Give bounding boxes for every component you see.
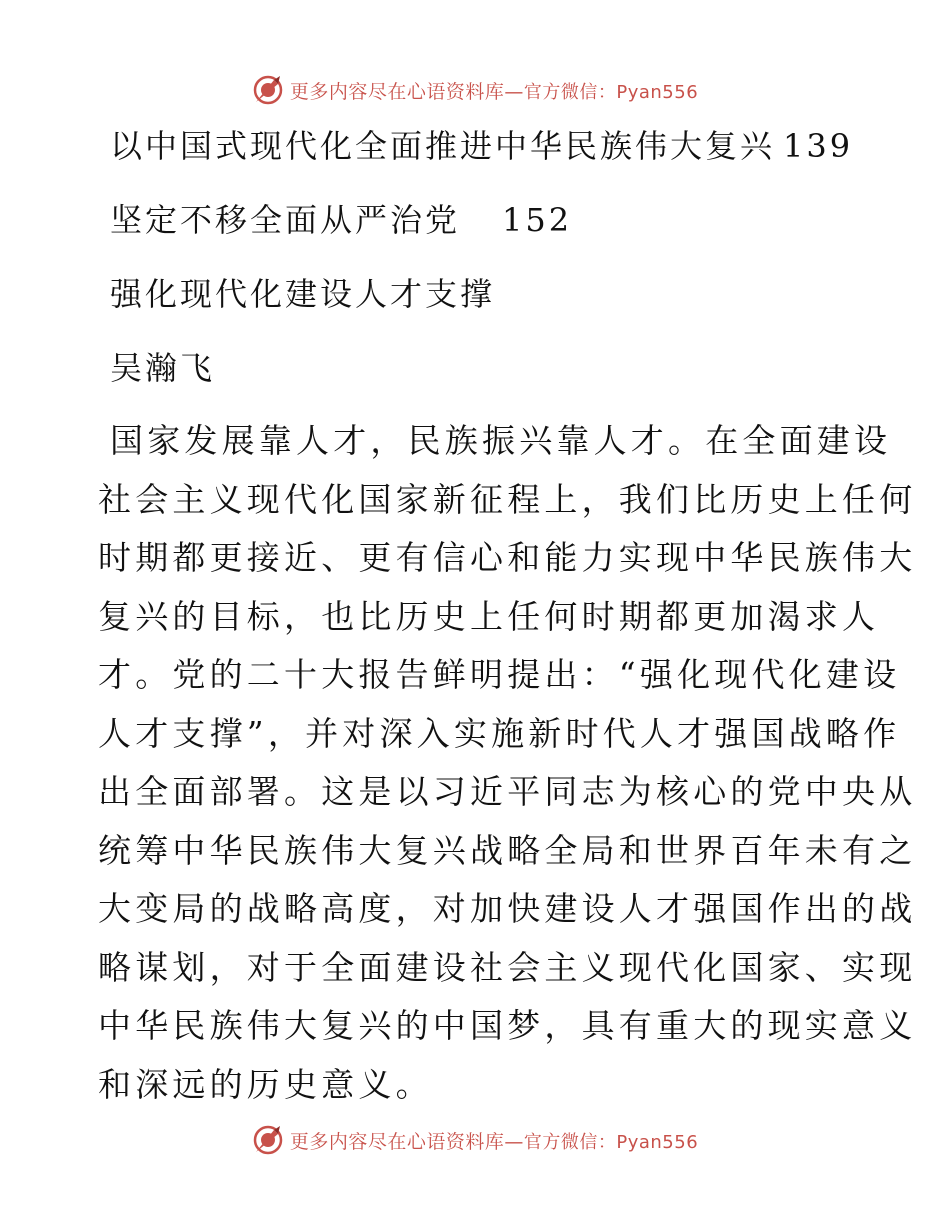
footer-banner [0,1120,950,1160]
header-banner [0,70,950,110]
body-line: 复兴的目标，也比历史上任何时期都更加渴求人 [98,596,880,636]
body-line: 中华民族伟大复兴的中国梦，具有重大的现实意义 [98,1006,917,1045]
toc-entry-1 [110,126,853,166]
banner-text [290,77,698,104]
body-line: 人才支撑”，并对深入实施新时代人才强国战略作 [98,713,901,753]
toc-page: 139 [783,127,854,165]
article-title: 强化现代化建设人才支撑 [110,275,496,313]
banner-separator: — [504,1130,524,1153]
body-line: 大变局的战略高度，对加快建设人才强国作出的战 [98,889,917,928]
body-line: 才。党的二十大报告鲜明提出：“强化现代化建设 [98,655,901,694]
body-line: 出全面部署。这是以习近平同志为核心的党中央从 [98,772,917,811]
banner-wechat: 官方微信：Pyan556 [523,81,699,103]
banner-slogan: 更多内容尽在心语资料库 [289,1130,505,1153]
toc-title: 坚定不移全面从严治党 [110,201,461,239]
banner-slogan: 更多内容尽在心语资料库 [289,80,505,103]
body-line: 社会主义现代化国家新征程上，我们比历史上任何 [98,479,917,519]
toc-page: 152 [502,201,573,239]
banner-separator: — [504,80,524,103]
toc-title: 以中国式现代化全面推进中华民族伟大复兴 [110,127,776,165]
body-line: 略谋划，对于全面建设社会主义现代化国家、实现 [98,947,917,987]
quill-logo-icon [252,74,284,106]
body-line: 和深远的历史意义。 [98,1064,433,1104]
article-author: 吴瀚飞 [110,349,216,387]
body-line: 国家发展靠人才，民族振兴靠人才。在全面建设 [110,421,892,460]
banner-wechat: 官方微信：Pyan556 [523,1131,699,1153]
banner-text [290,1127,698,1154]
article-body [98,421,917,1123]
toc-entry-2 [110,200,572,240]
body-line: 统筹中华民族伟大复兴战略全局和世界百年未有之 [98,830,917,870]
body-line: 时期都更接近、更有信心和能力实现中华民族伟大 [98,538,917,577]
quill-logo-icon [252,1124,284,1156]
